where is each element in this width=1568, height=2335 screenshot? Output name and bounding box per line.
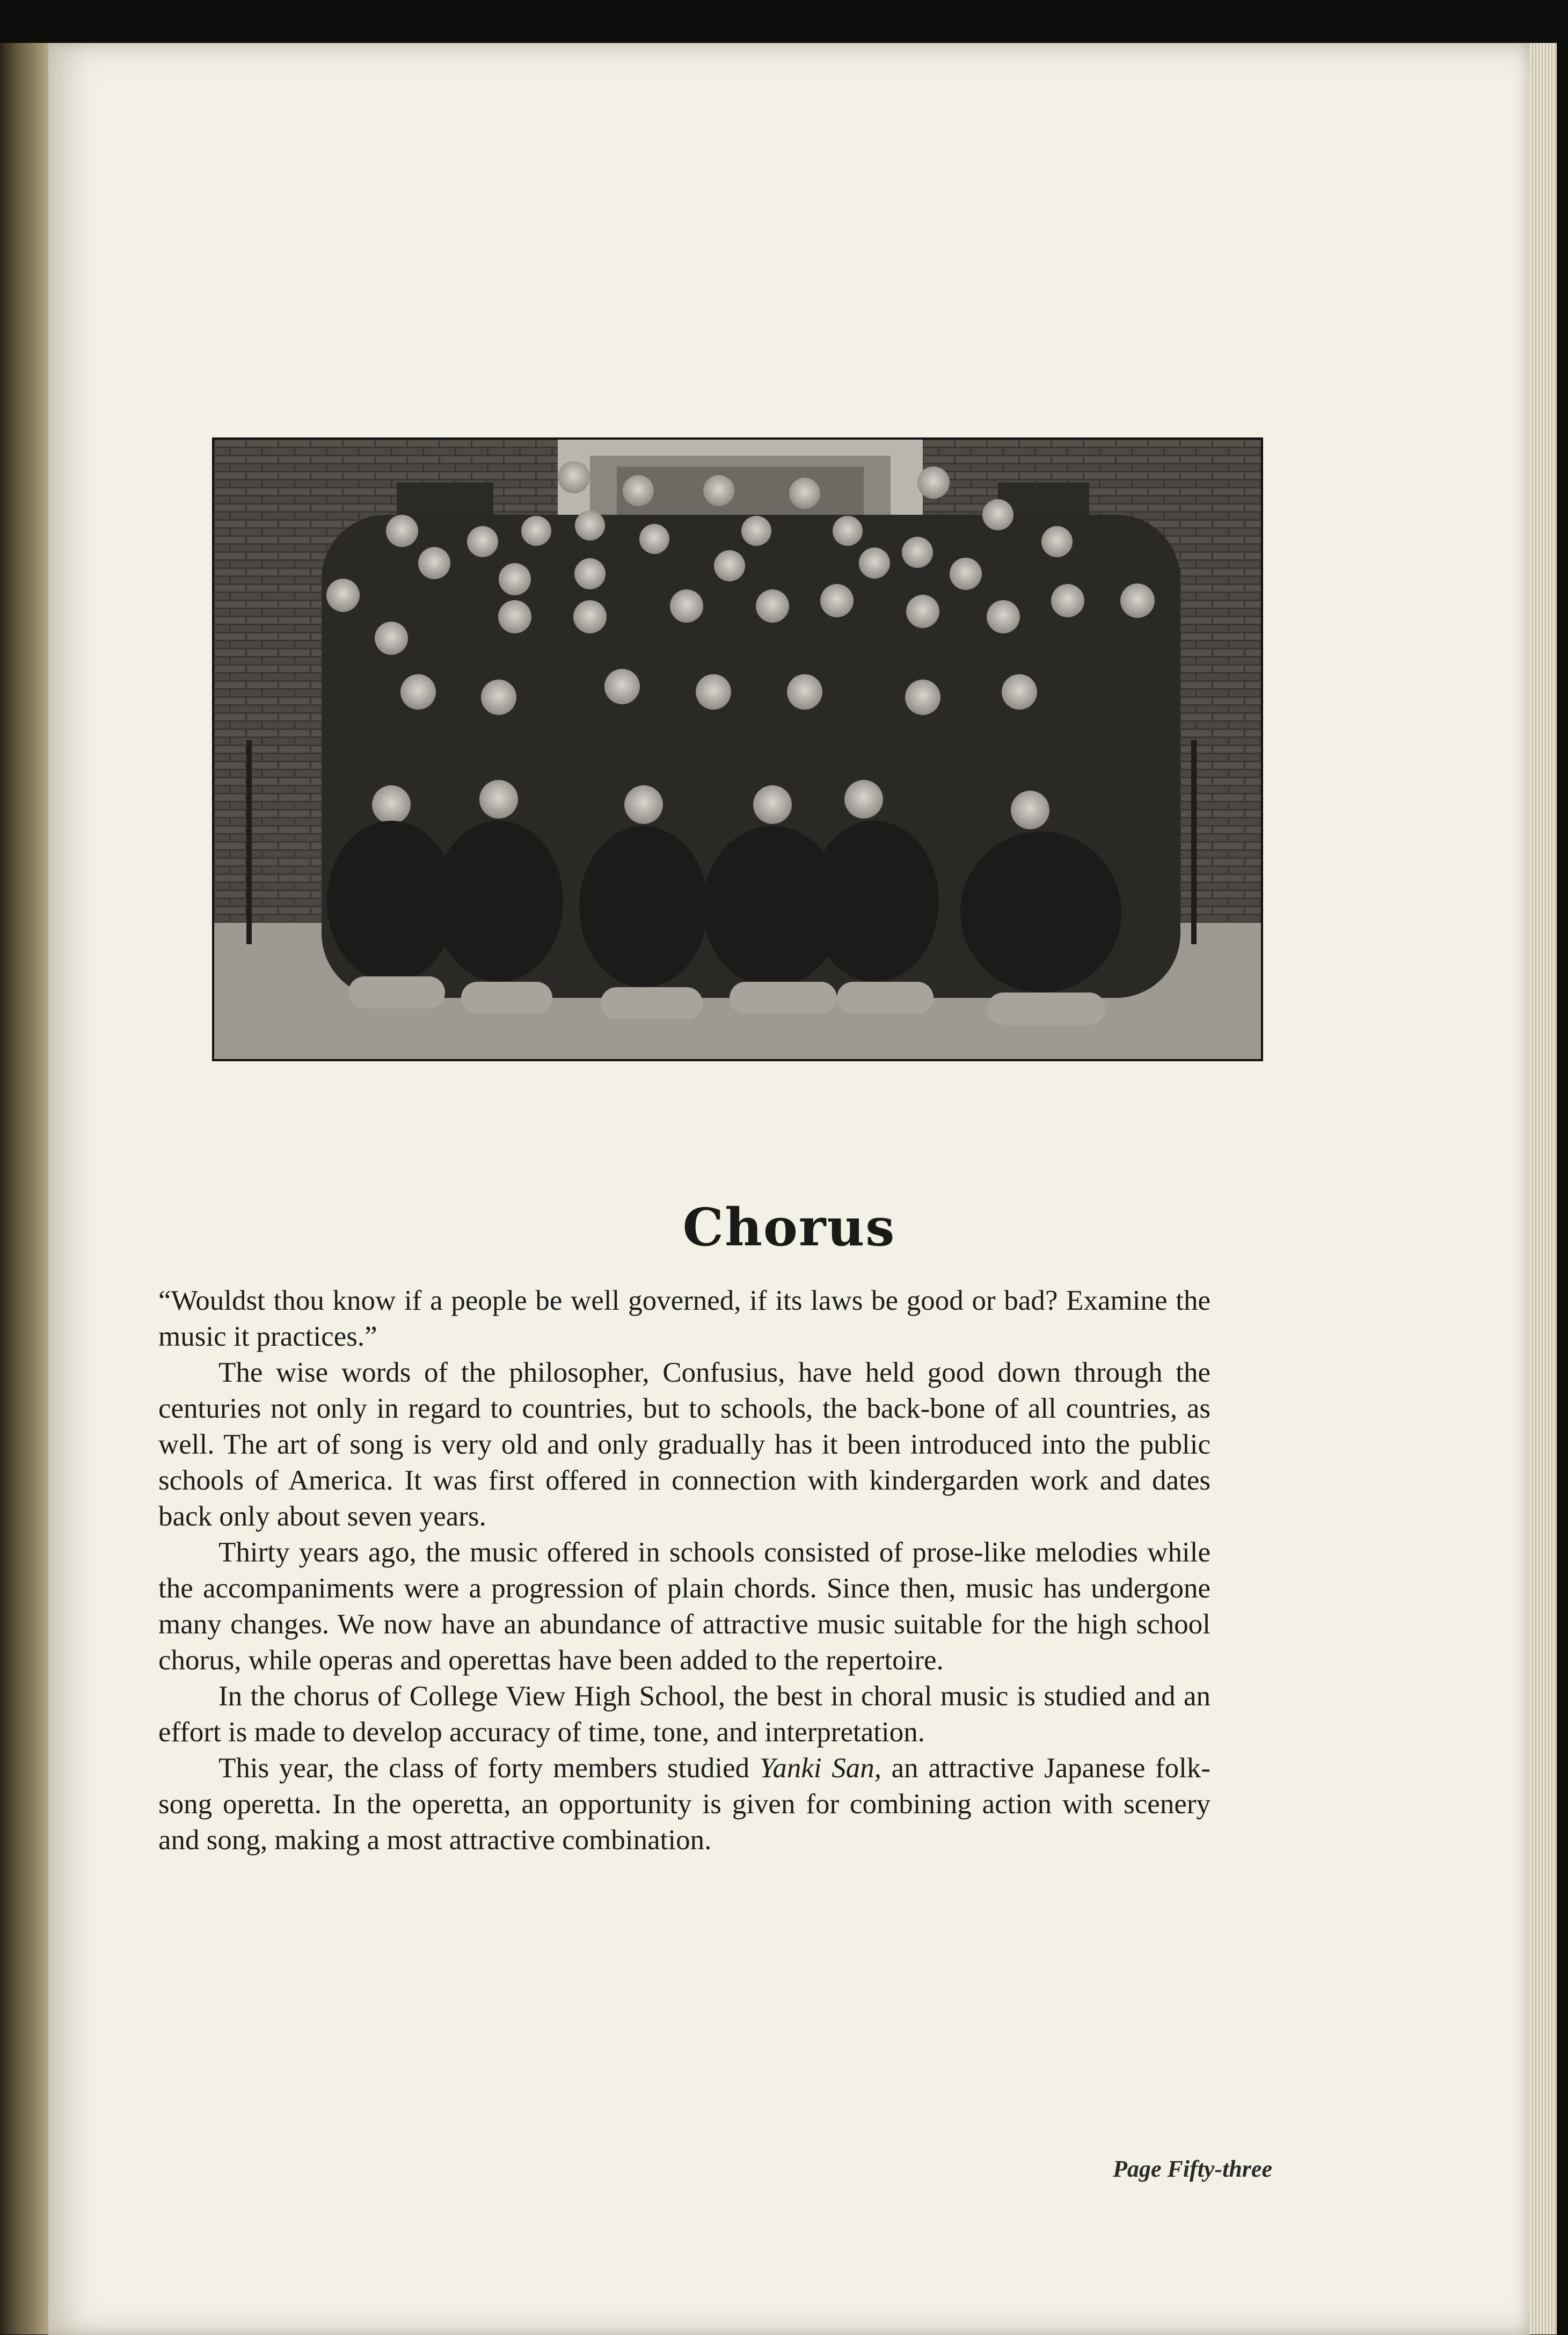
book-page <box>48 43 1530 2335</box>
paragraph: The wise words of the philosopher, Confusius, have held good down through the centuries not only in regard to countries, but to schools, the back-bone of all countries, as well. The art of song is very old and only gradually has it been introduced into the public schools of America. It was first offered in connection with kindergarden work and dates back only about seven years. <box>158 1357 1210 1532</box>
paragraph: Thirty years ago, the music offered in schools consisted of prose-like melodies while the accompaniments were a progression of plain chords. Since then, music has undergone many changes. We now have an abundance of attractive music suitable for the high school chorus, while operas and operettas have been added to the repertoire. <box>158 1537 1210 1676</box>
chorus-group-photo <box>212 437 1263 1061</box>
book-binding-edge <box>0 43 48 2334</box>
article-body <box>158 1283 1210 1858</box>
page-title: Chorus <box>682 1197 896 1258</box>
page-stack-edge <box>1530 43 1557 2334</box>
paragraph-quote: “Wouldst thou know if a people be well governed, if its laws be good or bad? Examine the music it practices.” <box>158 1285 1210 1352</box>
page-number: Page Fifty-three <box>1113 2156 1272 2182</box>
paragraph-text: This year, the class of forty members studied <box>218 1753 760 1784</box>
group-photo-icon <box>214 440 1261 1059</box>
operetta-title: Yanki San, <box>759 1753 881 1784</box>
paragraph-text: an attractive Japanese folk-song operetta. In the operetta, an opportunity is given for combining action with scenery and song, making a most attractive combination. <box>158 1753 1210 1856</box>
paragraph: In the chorus of College View High School, the best in choral music is studied and an effort is made to develop accuracy of time, tone, and interpretation. <box>158 1681 1210 1748</box>
paragraph-last <box>158 1750 1210 1858</box>
